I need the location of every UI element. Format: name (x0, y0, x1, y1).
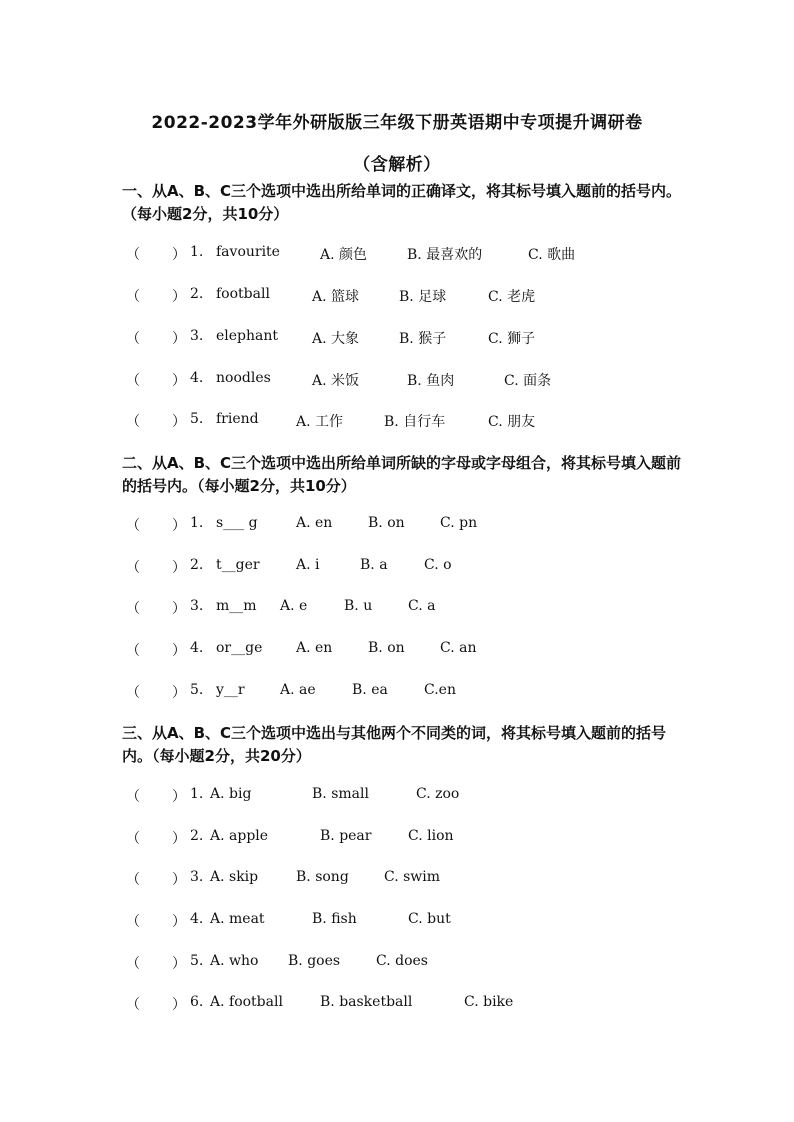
option-b: B. 鱼肉 (407, 373, 455, 389)
answer-blank[interactable]: （ (126, 685, 140, 701)
answer-blank[interactable]: （ (126, 247, 140, 263)
question-word: favourite (216, 244, 280, 260)
option-a: A. 篮球 (312, 289, 360, 305)
answer-blank[interactable]: （ (126, 831, 140, 847)
section-3-heading: 三、从A、B、C三个选项中选出与其他两个不同类的词，将其标号填入题前的括号内。（每小题2分，共20分） (122, 724, 667, 765)
option-a: A. big (210, 786, 252, 802)
option-c: C. 老虎 (488, 289, 536, 305)
document-title: 2022-2023学年外研版版三年级下册英语期中专项提升调研卷 (151, 113, 643, 133)
option-a: A. 大象 (312, 331, 360, 347)
option-a: A. ae (280, 682, 316, 698)
option-a: A. 米饭 (312, 373, 360, 389)
option-b: B. fish (312, 911, 357, 927)
answer-blank[interactable]: （ (126, 414, 140, 430)
option-a: A. 工作 (296, 414, 344, 430)
answer-blank[interactable]: （ (126, 872, 140, 888)
option-c: C. 狮子 (488, 331, 536, 347)
option-a: A. en (296, 515, 333, 531)
option-b: B. ea (352, 682, 388, 698)
option-a: A. football (210, 994, 283, 1010)
option-c: C. 面条 (504, 373, 552, 389)
answer-blank[interactable]: （ (126, 914, 140, 930)
option-c: C. bike (464, 994, 514, 1010)
option-b: B. 猴子 (399, 331, 447, 347)
section-1-heading: 一、从A、B、C三个选项中选出所给单词的正确译文，将其标号填入题前的括号内。（每小题2分，共10分） (122, 182, 682, 223)
option-c: C. but (408, 911, 451, 927)
answer-blank[interactable]: （ (126, 956, 140, 972)
option-a: A. skip (210, 869, 259, 885)
answer-blank[interactable]: （ (126, 518, 140, 534)
option-c: C. 朋友 (488, 414, 536, 430)
option-b: B. goes (288, 953, 341, 969)
option-c: C. a (408, 598, 436, 614)
option-b: B. 自行车 (384, 414, 446, 430)
option-a: A. i (296, 557, 320, 573)
option-c: C. 歌曲 (528, 247, 576, 263)
option-c: C. swim (384, 869, 441, 885)
option-b: B. on (368, 640, 405, 656)
option-c: C. pn (440, 515, 478, 531)
question-word: m__m (216, 598, 257, 614)
question-word: t__ger (216, 557, 260, 573)
answer-blank[interactable]: （ (126, 373, 140, 389)
answer-blank[interactable]: （ (126, 331, 140, 347)
option-c: C. an (440, 640, 477, 656)
option-c: C. lion (408, 828, 454, 844)
option-b: B. 最喜欢的 (407, 247, 483, 263)
option-a: A. 颜色 (320, 247, 368, 263)
question-word: football (216, 286, 270, 302)
option-b: B. 足球 (399, 289, 447, 305)
answer-blank[interactable]: （ (126, 560, 140, 576)
answer-blank[interactable]: （ (126, 601, 140, 617)
answer-blank[interactable]: （ (126, 643, 140, 659)
option-b: B. on (368, 515, 405, 531)
option-b: B. u (344, 598, 373, 614)
option-a: A. en (296, 640, 333, 656)
option-a: A. apple (210, 828, 269, 844)
answer-blank[interactable]: （ (126, 997, 140, 1013)
option-b: B. small (312, 786, 369, 802)
document-subtitle: （含解析） (353, 155, 441, 175)
question-word: elephant (216, 328, 279, 344)
question-word: or__ge (216, 640, 263, 656)
option-b: B. basketball (320, 994, 413, 1010)
option-c: C. does (376, 953, 428, 969)
option-b: B. pear (320, 828, 372, 844)
option-a: A. who (210, 953, 259, 969)
option-c: C.en (424, 682, 456, 698)
question-word: s___ g (216, 515, 258, 531)
option-c: C. zoo (416, 786, 460, 802)
question-word: noodles (216, 370, 271, 386)
option-a: A. e (280, 598, 308, 614)
option-b: B. song (296, 869, 349, 885)
answer-blank[interactable]: （ (126, 789, 140, 805)
option-b: B. a (360, 557, 388, 573)
option-c: C. o (424, 557, 452, 573)
option-a: A. meat (210, 911, 265, 927)
answer-blank[interactable]: （ (126, 289, 140, 305)
section-2-heading: 二、从A、B、C三个选项中选出所给单词所缺的字母或字母组合，将其标号填入题前的括号内。（每小题2分，共10分） (122, 454, 682, 495)
question-word: y__r (216, 682, 245, 698)
question-word: friend (216, 411, 259, 427)
